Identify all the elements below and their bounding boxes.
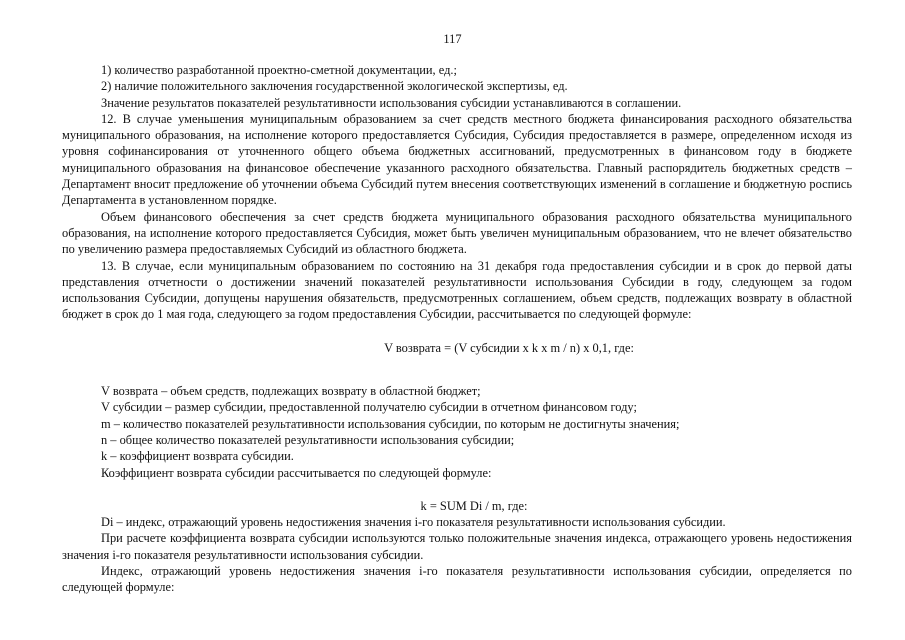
definition-m: m – количество показателей результативности использования субсидии, по которым не достигнуты значения; xyxy=(101,416,680,431)
definition-v-return: V возврата – объем средств, подлежащих возврату в областной бюджет; xyxy=(101,384,481,399)
paragraph-financing-volume: Объем финансового обеспечения за счет средств бюджета муниципального образования расходного обязательства муниципального образования, на исполнение которого предоставляется Субсидия, может быть увеличен муниципальным образованием, что не влечет обязательство по увеличению размера предоставляемых Субсидий из областного бюджета. xyxy=(62,209,852,257)
paragraph-positive-values: При расчете коэффициента возврата субсидии используются только положительные значения индекса, отражающего уровень недостижения значения i-го показателя результативности использования субсидии. xyxy=(62,531,852,562)
definition-v-subsidy: V субсидии – размер субсидии, предоставленной получателю субсидии в отчетном финансовом году; xyxy=(101,400,637,415)
paragraph-results-note: Значение результатов показателей результативности использования субсидии устанавливаются в соглашении. xyxy=(101,95,682,110)
paragraph-clause-13: 13. В случае, если муниципальным образованием по состоянию на 31 декабря года предоставления субсидии и в срок до первой даты представления отчетности о достижении значений показателей результативности использования Субсидии в году, следующем за годом использования Субсидии, допущены нарушения обязательств, предусмотренных соглашением, объем средств, подлежащих возврату в областной бюджет в срок до 1 мая года, следующего за годом предоставления Субсидии, рассчитывается по следующей формуле: xyxy=(62,258,852,322)
definition-k: k – коэффициент возврата субсидии. xyxy=(101,449,294,464)
page-number: 117 xyxy=(443,32,462,46)
definition-di: Di – индекс, отражающий уровень недостижения значения i-го показателя результативности использования субсидии. xyxy=(101,515,726,530)
formula-coefficient: k = SUM Di / m, где: xyxy=(420,498,528,513)
document-body xyxy=(62,62,852,596)
formula-return-volume: V возврата = (V субсидии x k x m / n) x 0,1, где: xyxy=(384,340,634,355)
definition-n: n – общее количество показателей результативности использования субсидии; xyxy=(101,432,515,447)
paragraph-item-2: 2) наличие положительного заключения государственной экологической экспертизы, ед. xyxy=(101,79,568,94)
paragraph-item-1: 1) количество разработанной проектно-сметной документации, ед.; xyxy=(101,63,457,77)
coefficient-intro: Коэффициент возврата субсидии рассчитывается по следующей формуле: xyxy=(101,465,492,480)
paragraph-clause-12: 12. В случае уменьшения муниципальным образованием за счет средств местного бюджета финансирования расходного обязательства муниципального образования, на исполнение которого предоставляется Субсидия, Субсидия предоставляется в размере, определенном исходя из уровня софинансирования от уточненного общего объема бюджетных ассигнований, предусмотренных в финансовом году в бюджете муниципального образования на финансовое обеспечение указанного расходного обязательства. Главный распорядитель бюджетных средств – Департамент вносит предложение об уточнении объема Субсидий путем внесения соответствующих изменений в соглашение и бюджетную роспись Департамента в установленном порядке. xyxy=(62,111,852,208)
paragraph-index-formula-intro: Индекс, отражающий уровень недостижения значения i-го показателя результативности использования субсидии, определяется по следующей формуле: xyxy=(62,564,852,595)
